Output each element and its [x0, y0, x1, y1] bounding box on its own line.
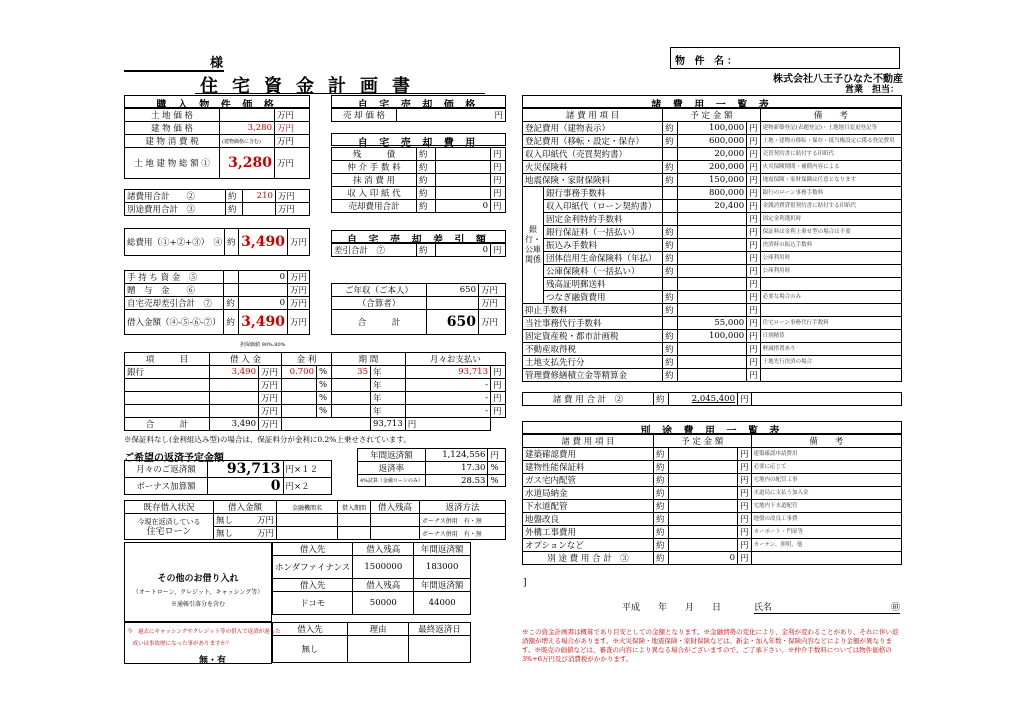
name-label: 氏名 — [754, 603, 773, 613]
expense-row[interactable]: 団体信用生命保険料（年払） 約 円 公庫利用時 — [523, 252, 902, 265]
home-sale-diff-table: 差引合計 ⑦ 約 0 円 — [331, 243, 506, 257]
sale-cost-row: 売却費用合計 約 0 円 — [332, 200, 506, 213]
repayment-monthly-value: 93,713 — [208, 461, 284, 478]
expense-row[interactable]: 登記費用（移転・設定・保存） 約 600,000 円 土地・建物の移転・保存・抵当権設定に係る登記費用 — [523, 135, 902, 148]
loan-total-amount: 3,490 — [210, 418, 259, 431]
customer-name-line[interactable] — [124, 52, 224, 72]
expense-row[interactable]: 収入印紙代（売買契約書） 20,000 円 売買契約書に貼付する印紙代 — [523, 148, 902, 161]
staff-label: 営業 担当： — [845, 85, 900, 95]
expense-row[interactable]: 不動産取得税 約 円 軽減措置あり — [523, 343, 902, 356]
home-sale-cost-table — [331, 147, 506, 213]
grand-value: 3,490 — [239, 229, 288, 256]
expense-row[interactable]: つなぎ融資費用 約 円 必要な場合のみ — [523, 291, 902, 304]
expense-row[interactable]: 固定金利特約手数料 円 固定金利選択時 — [523, 213, 902, 226]
income-total-value: 650 — [427, 310, 479, 335]
total-value: 3,280 — [220, 148, 275, 179]
expense-row[interactable]: 地震保険・家財保険料 約 150,000 円 地震保険・家財保険は任意となります — [523, 174, 902, 187]
other-loan-row[interactable]: ホンダファイナンス 1500000 183000 — [273, 556, 471, 579]
expense-row[interactable]: 外構工事費用 約 円 カーポート・門扉等 — [523, 526, 902, 539]
loan-row[interactable]: 銀行 3,490 万円 0.700 % 35 年 93,713 円 — [125, 366, 506, 379]
purchase-heading: 購 入 物 件 価 格 — [124, 95, 310, 108]
sale-cost-row: 残 債 約 円 — [332, 148, 506, 161]
bank-group-label: 銀行・公庫関係 — [523, 187, 544, 304]
land-unit: 万円 — [275, 109, 310, 122]
home-sale-diff-heading: 自 宅 売 却 差 引 額 — [331, 230, 506, 243]
past-history-table: 借入先 理由 最終返済日 無し — [272, 622, 471, 663]
home-sale-heading: 自 宅 売 却 価 格 — [331, 95, 506, 108]
expense-row[interactable]: 管理費修繕積立金等精算金 約 円 — [523, 369, 902, 382]
disclaimer-text: ※この資金計画書は概算であり目安としての金額となります。※金融情勢の変化により、金利が変わることがあり、それに伴い返済額が増える場合があります。※火災保険・地震保険・家財保険などは、新金・加入年数・保険内容などにより金額が異なります。※販売の価値などは、審査の内容により異なる場合がございますので、ご了承下さい。※仲介手数料については物件価格の3%+6万円及び消費税がかかります。 — [522, 628, 899, 663]
bracket-mark: ] — [523, 578, 527, 588]
history-answer[interactable]: 無・有 — [199, 656, 227, 666]
expenses-total-value: 2,045,400 — [669, 393, 738, 406]
expense-row[interactable]: 火災保険料 約 200,000 円 火災保険期間・補償内容による — [523, 161, 902, 174]
company-name: 株式会社八王子ひなた不動産 — [773, 74, 903, 85]
name-field[interactable] — [754, 600, 900, 614]
loan-header-cell: 項 目 — [125, 353, 210, 366]
sale-cost-row: 抹 消 費 用 約 円 — [332, 174, 506, 187]
loan-row[interactable]: 万円 % 年 - 円 — [125, 392, 506, 405]
loan-value: 3,490 — [239, 310, 288, 335]
expense-row[interactable]: 銀行・公庫関係 銀行事務手数料 800,000 円 銀行のローン事務手数料 — [523, 187, 902, 200]
seal-mark: ㊞ — [890, 603, 900, 613]
home-sale-price-table: 売 却 価 格 円 — [331, 108, 506, 122]
expenses-total-table: 諸 費 用 合 計 ② 約 2,045,400 円 — [522, 392, 902, 406]
expense-row[interactable]: ガス宅内配管 約 円 宅地内の配管工事 — [523, 474, 902, 487]
loan-header-cell: 月々お支払い — [405, 353, 505, 366]
expense-row[interactable]: 土地支払先行分 約 円 土地先行決済の場合 — [523, 356, 902, 369]
separate-heading: 別 途 費 用 一 覧 表 — [522, 421, 902, 434]
expense-value: 210 — [243, 190, 276, 203]
expense-row[interactable]: 下水道配管 約 円 宅地内下水道配管 — [523, 500, 902, 513]
home-sale-cost-heading: 自 宅 売 却 費 用 — [331, 133, 506, 146]
total-label: 土 地 建 物 総 額 ① — [125, 148, 220, 179]
expense-row[interactable]: 建物性能保証料 約 円 必要に応じて — [523, 461, 902, 474]
expense-row[interactable]: 建築確認費用 約 円 建築確認申請費用 — [523, 448, 902, 461]
income-table: ご年収（ご本人） 650 万円 （合算者） 万円 合 計 650 万円 — [331, 283, 506, 335]
loan-header-cell: 期 間 — [332, 353, 406, 366]
repayment-heading: ご希望の返済予定金額 — [124, 453, 224, 464]
expenses-table: 諸 費 用 項 目 予 定 金 額 備 考 登記費用（建物表示） 約 100,000 円 建物新築登記(表題登記)・土地地目変更登記等 登記費用（移転・設定・保存） 約 600,000 円 土地・建物の移転・保存・抵当権設定に係る登記費用 収入印紙代（売買契約書） 20,000 円 売買契約書に貼付する印紙代 火災保険料 約 200,000 円 火災保険期間・補償内容による 地震保険・家財保険料 約 150,000 円 地震保険・家財保険は任意となります 銀行・公庫関係 銀行事務手数料 800,000 円 銀行のローン事務手数料 収入印紙代（ローン契約書） 20,400 円 金銭消費貸借契約書に貼付する印紙代 固定金利特約手数料 円 固定金利選択時 銀行保証料（一括払い） 約 円 保証料は金利上乗せ型の場合は不要 振込み手数料 約 円 決済時の振込手数料 団体信用生命保険料（年払） 約 円 公庫利用時 公庫保険料（一括払い） 約 円 公庫利用時 残高証明郵送料 円 つなぎ融資費用 約 円 必要な場合のみ 抑止手数料 約 円 当社事務代行手数料 55,000 円 住宅ローン事務代行手数料 固定資産税・都市計画税 約 100,000 円 日割精算 不動産取得税 約 円 軽減措置あり 土地支払先行分 約 円 土地先行決済の場合 管理費修繕積立金等精算金 約 円 — [522, 108, 902, 382]
other-loans-label: その他のお借り入れ （オートローン、クレジット、キャッシング等） ※通帳引落分を含む — [124, 542, 272, 622]
loan-table: 項 目 借 入 金 金 利 期 間 月々お支払い 銀行 3,490 万円 0.700 % 35 年 93,713 円 万円 % 年 - 円 万円 % 年 - 円 万円 % 年 - 円 合 計 3,490 万円 93,713 円 — [124, 352, 506, 431]
expense-row[interactable]: 収入印紙代（ローン契約書） 20,400 円 金銭消費貸借契約書に貼付する印紙代 — [523, 200, 902, 213]
property-name-box[interactable] — [670, 47, 900, 69]
expense-row[interactable]: 銀行保証料（一括払い） 約 円 保証料は金利上乗せ型の場合は不要 — [523, 226, 902, 239]
loan-total-monthly: 93,713 — [371, 418, 406, 431]
expense-row[interactable]: 当社事務代行手数料 55,000 円 住宅ローン事務代行手数料 — [523, 317, 902, 330]
loan-header-cell: 金 利 — [282, 353, 332, 366]
loan-row[interactable]: 万円 % 年 - 円 — [125, 405, 506, 418]
funds-table: 手 持 ち 資 金 ⑤ 0 万円 贈 与 金 ⑥ 万円 自宅売却差引合計 ⑦ 約 0 万円 借入金額（④-⑤-⑥-⑦） 約 3,490 万円 — [124, 270, 310, 335]
own-value: 0 — [239, 271, 288, 284]
land-label: 土 地 価 格 — [125, 109, 220, 122]
other-loans-table: 借入先 借入残高 年間返済額 ホンダファイナンス 1500000 183000 借入先 借入残高 年間返済額 ドコモ 50000 44000 — [272, 542, 471, 615]
collateral-note: 担保価値 90%.80% — [240, 342, 286, 348]
expense-summary-table: 諸費用合計 ② 約 210 万円 別途費用合計 ③ 約 万円 — [124, 189, 310, 216]
expense-row[interactable]: 水道局納金 約 円 水道局に支払う加入金 — [523, 487, 902, 500]
guarantee-footnote: ※保証料なし(金利組込み型)の場合は、保証料分が金利に0.2%上乗せされています。 — [124, 435, 411, 444]
sama-label: 様 — [210, 56, 224, 71]
expense-row[interactable]: オプションなど 約 円 カーテン、照明、他 — [523, 539, 902, 552]
grand-total-table: 総費用（①+②+③） ④ 約 3,490 万円 — [124, 228, 310, 256]
date-label[interactable]: 平成 年 月 日 — [622, 603, 722, 613]
annual-value: 1,124,556 — [425, 449, 488, 462]
annual-table: 年間返済額 1,124,556 円 返済率 17.30 % 4%試算（金融ローンのみ） 28.53 % — [357, 448, 506, 487]
existing-loans-table: 既存借入状況 借入金額 金融機関名 借入期間 借入残高 返済方法 今現在返済している 住宅ローン 無し 万円 ボーナス併用 有・無 無し 万円 ボーナス併用 有・無 — [124, 500, 506, 540]
title-underline — [195, 93, 485, 94]
expense-row[interactable]: 公庫保険料（一括払い） 約 円 公庫利用時 — [523, 265, 902, 278]
expense-row[interactable]: 残高証明郵送料 円 — [523, 278, 902, 291]
expense-row[interactable]: 固定資産税・都市計画税 約 100,000 円 日割精算 — [523, 330, 902, 343]
building-label: 建 物 価 格 — [125, 122, 220, 135]
income-self-value: 650 — [427, 284, 479, 297]
sale-cost-row: 仲 介 手 数 料 約 円 — [332, 161, 506, 174]
expense-row[interactable]: 抑止手数料 約 円 — [523, 304, 902, 317]
past-history-question: 今 過去にキャッシングやクレジット等の借入で返済が遅った 成いは事故歴になった事がありますか？ 無・有 — [124, 622, 272, 664]
tax-label: 建 物 消 費 税 — [125, 135, 220, 148]
purchase-table: 土 地 価 格 万円 建 物 価 格 3,280 万円 建 物 消 費 税 (建物価格に含む) 万円 土 地 建 物 総 額 ① 3,280 万円 — [124, 108, 310, 179]
sale-cost-row: 収 入 印 紙 代 約 円 — [332, 187, 506, 200]
expense-row[interactable]: 振込み手数料 約 円 決済時の振込手数料 — [523, 239, 902, 252]
repayment-table: 月々のご返済額 93,713 円×１２ ボーナス加算額 0 円×２ — [124, 460, 332, 495]
loan-row[interactable]: 万円 % 年 - 円 — [125, 379, 506, 392]
page-title: 住宅資金計画書 — [200, 76, 424, 97]
expenses-heading: 諸 費 用 一 覧 表 — [522, 95, 902, 108]
separate-table: 諸 費 用 項 目 予 定 金 額 備 考 建築確認費用 約 円 建築確認申請費用 建物性能保証料 約 円 必要に応じて ガス宅内配管 約 円 宅地内の配管工事 水道局納金 約 円 水道局に支払う加入金 下水道配管 約 円 宅地内下水道配管 地盤改良 約 円 地盤の改良工事費 外構工事費用 約 円 カーポート・門扉等 オプションなど 約 円 カーテン、照明、他 別 途 費 用 合 計 ③ 約 0 円 — [522, 434, 902, 565]
other-loan-row[interactable]: ドコモ 50000 44000 — [273, 592, 471, 615]
expense-row[interactable]: 地盤改良 約 円 地盤の改良工事費 — [523, 513, 902, 526]
building-value[interactable]: 3,280 — [220, 122, 275, 135]
loan-header-cell: 借 入 金 — [210, 353, 282, 366]
expense-row[interactable]: 登記費用（建物表示） 約 100,000 円 建物新築登記(表題登記)・土地地目変更登記等 — [523, 122, 902, 135]
property-label: 物 件 名： — [675, 56, 740, 67]
